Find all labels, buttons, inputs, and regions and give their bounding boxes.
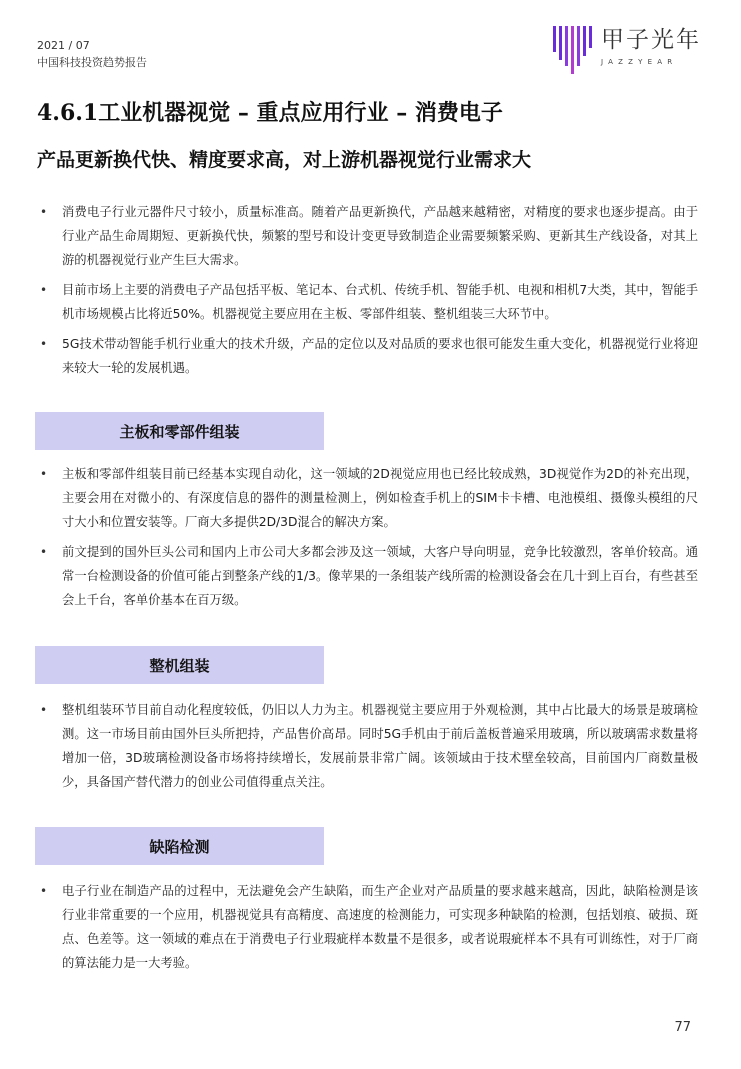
mainboard-bullet-list [38,462,698,618]
section-heading-text: 缺陷检测 [149,837,210,856]
report-date: 2021 / 07 [37,39,90,52]
report-name: 中国科技投资趋势报告 [37,56,147,69]
section-heading-assembly [35,646,324,684]
section-heading-mainboard [35,412,324,450]
mainboard-bullet: • 前文提到的国外巨头公司和国内上市公司大多都会涉及这一领域，大客户导向明显，竞争比较激烈，客单价较高。通常一台检测设备的价值可能占到整条产线的1/3。像苹果的一条组装产线所需的检测设备会在几十到上百台，有些甚至会上千台，客单价基本在百万级。 [38,540,698,612]
section-heading-defect [35,827,324,865]
jazzyear-logo [551,26,701,74]
report-header [37,38,147,70]
page-subtitle: 产品更新换代快、精度要求高，对上游机器视觉行业需求大 [37,149,532,171]
assembly-bullet-list [38,698,698,800]
page-number: 77 [674,1020,691,1035]
page-title: 4.6.1工业机器视觉 – 重点应用行业 – 消费电子 [37,100,503,126]
intro-bullet-list [38,200,698,386]
intro-bullet: • 5G技术带动智能手机行业重大的技术升级，产品的定位以及对品质的要求也很可能发生重大变化，机器视觉行业将迎来较大一轮的发展机遇。 [38,332,698,380]
defect-bullet: • 电子行业在制造产品的过程中，无法避免会产生缺陷，而生产企业对产品质量的要求越来越高，因此，缺陷检测是该行业非常重要的一个应用，机器视觉具有高精度、高速度的检测能力，可实现多种缺陷的检测，包括划痕、破损、斑点、色差等。这一领域的难点在于消费电子行业瑕疵样本数量不是很多，或者说瑕疵样本不具有可训练性，对于厂商的算法能力是一大考验。 [38,879,698,975]
mainboard-bullet: • 主板和零部件组装目前已经基本实现自动化，这一领域的2D视觉应用也已经比较成熟，3D视觉作为2D的补充出现，主要会用在对微小的、有深度信息的器件的测量检测上，例如检查手机上的SIM卡卡槽、电池模组、摄像头模组的尺寸大小和位置安装等。厂商大多提供2D/3D混合的解决方案。 [38,462,698,534]
section-heading-text: 整机组装 [149,656,210,675]
intro-bullet: • 消费电子行业元器件尺寸较小，质量标准高。随着产品更新换代，产品越来越精密，对精度的要求也逐步提高。由于行业产品生命周期短、更新换代快，频繁的型号和设计变更导致制造企业需要频繁采购、更新其生产线设备，对其上游的机器视觉行业产生巨大需求。 [38,200,698,272]
logo-english-name: JAZZYEAR [601,58,678,66]
logo-chinese-name: 甲子光年 [601,27,701,53]
section-heading-text: 主板和零部件组装 [119,422,240,441]
assembly-bullet: • 整机组装环节目前自动化程度较低，仍旧以人力为主。机器视觉主要应用于外观检测，其中占比最大的场景是玻璃检测。这一市场目前由国外巨头所把持，产品售价高昂。同时5G手机由于前后盖板普遍采用玻璃，所以玻璃需求数量将增加一倍，3D玻璃检测设备市场将持续增长，发展前景非常广阔。该领域由于技术壁垒较高，目前国内厂商数量极少，具备国产替代潜力的创业公司值得重点关注。 [38,698,698,794]
intro-bullet: • 目前市场上主要的消费电子产品包括平板、笔记本、台式机、传统手机、智能手机、电视和相机7大类，其中，智能手机市场规模占比将近50%。机器视觉主要应用在主板、零部件组装、整机组装三大环节中。 [38,278,698,326]
defect-bullet-list [38,879,698,981]
jazzyear-logo-icon [551,26,593,74]
